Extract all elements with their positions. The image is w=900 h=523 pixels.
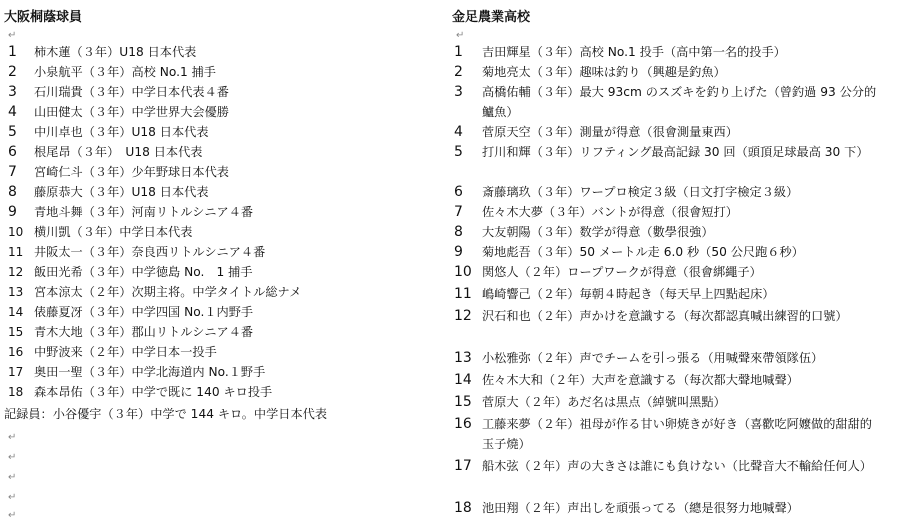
player-text: 俵藤夏冴（３年）中学四国 No.１内野手 (34, 305, 254, 319)
right-player-row (454, 62, 884, 82)
player-number: 16 (454, 416, 472, 432)
left-player-row (8, 142, 202, 162)
player-text: 吉田輝星（３年）高校 No.1 投手（高中第一名的投手） (482, 45, 786, 59)
right-player-row (454, 222, 884, 242)
player-text: 大友朝陽（３年）数学が得意（數學很強） (482, 225, 714, 239)
left-player-row (8, 382, 272, 402)
player-text: 嶋崎響己（２年）毎朝４時起き（每天早上四點起床） (482, 287, 775, 301)
player-text: 森本昂佑（３年）中学で既に 140 キロ投手 (34, 385, 273, 399)
player-text: 飯田光希（３年）中学徳島 No. 1 捕手 (34, 265, 253, 279)
player-text: 青木大地（３年）郡山リトルシニア４番 (34, 325, 254, 339)
left-player-row (8, 162, 229, 182)
player-number: 3 (454, 84, 463, 100)
player-text: 小泉航平（３年）高校 No.1 捕手 (34, 65, 216, 79)
left-player-row (8, 302, 253, 322)
player-number: 11 (8, 245, 24, 259)
player-text: 横川凱（３年）中学日本代表 (34, 225, 193, 239)
right-player-row (454, 202, 884, 222)
right-player-row (454, 42, 884, 62)
player-text: 船木弦（２年）声の大きさは誰にも負けない（比聲音大不輸給任何人） (482, 459, 872, 473)
player-number: 18 (8, 385, 24, 399)
player-number: 10 (8, 225, 24, 239)
player-number: 9 (454, 244, 463, 260)
player-number: 15 (8, 325, 24, 339)
player-number: 6 (454, 184, 463, 200)
player-text: 沢石和也（２年）声かけを意識する（每次都認真喊出練習的口號） (482, 309, 848, 323)
player-number: 5 (454, 144, 463, 160)
player-text: 高橋佑輔（３年）最大 93cm のスズキを釣り上げた（曾釣過 93 公分的鱸魚） (482, 85, 877, 119)
left-player-row (8, 102, 229, 122)
player-number: 13 (454, 350, 472, 366)
player-text: 佐々木大和（２年）大声を意識する（每次都大聲地喊聲） (482, 373, 799, 387)
player-text: 佐々木大夢（３年）バントが得意（很會短打） (482, 205, 738, 219)
player-text: 奥田一聖（３年）中学北海道内 No.１野手 (34, 365, 266, 379)
right-player-row (454, 122, 884, 142)
player-number: 1 (454, 44, 463, 60)
left-player-row (8, 242, 265, 262)
player-number: 4 (8, 104, 17, 120)
left-player-row (8, 202, 253, 222)
player-text: 池田翔（２年）声出しを頑張ってる（總是很努力地喊聲） (482, 501, 799, 515)
player-text: 宮本涼太（２年）次期主将。中学タイトル総ナメ (34, 285, 302, 299)
player-text: 菊地亮太（３年）趣味は釣り（興趣是釣魚） (482, 65, 726, 79)
left-player-row (8, 342, 217, 362)
return-mark: ↵ (8, 432, 17, 443)
player-number: 16 (8, 345, 24, 359)
player-number: 7 (454, 204, 463, 220)
player-text: 青地斗舞（３年）河南リトルシニア４番 (34, 205, 254, 219)
recorder-line: 記録員：小谷優宇（３年）中学で 144 キロ。中学日本代表 (4, 407, 328, 421)
player-number: 9 (8, 204, 17, 220)
player-number: 12 (454, 308, 472, 324)
left-player-row (8, 282, 301, 302)
right-player-row (454, 370, 884, 390)
player-text: 小松雅弥（２年）声でチームを引っ張る（用喊聲來帶領隊伍） (482, 351, 824, 365)
return-mark: ↵ (8, 472, 17, 483)
player-text: 斎藤璃玖（３年）ワープロ検定３級（日文打字檢定３級） (482, 185, 799, 199)
player-number: 13 (8, 285, 24, 299)
right-player-row (454, 498, 884, 518)
right-player-row (454, 414, 884, 454)
player-number: 10 (454, 264, 472, 280)
left-team-title: 大阪桐蔭球員 (4, 10, 83, 25)
player-text: 菅原天空（３年）測量が得意（很會測量東西） (482, 125, 738, 139)
return-mark: ↵ (8, 510, 17, 521)
right-player-row (454, 284, 884, 304)
return-mark: ↵ (8, 30, 17, 41)
player-number: 5 (8, 124, 17, 140)
player-number: 14 (454, 372, 472, 388)
player-text: 石川瑞貴（３年）中学日本代表４番 (34, 85, 229, 99)
player-number: 3 (8, 84, 17, 100)
player-text: 工藤来夢（２年）祖母が作る甘い卵焼きが好き（喜歡吃阿嬤做的甜甜的玉子燒） (482, 417, 872, 451)
player-number: 7 (8, 164, 17, 180)
right-player-row (454, 182, 884, 202)
return-mark: ↵ (8, 492, 17, 503)
left-player-row (8, 62, 216, 82)
right-team-title: 金足農業高校 (452, 10, 531, 25)
player-number: 14 (8, 305, 24, 319)
player-number: 18 (454, 500, 472, 516)
player-text: 柿木蓮（３年）U18 日本代表 (34, 45, 197, 59)
left-player-row (8, 222, 192, 242)
player-text: 根尾昂（３年） U18 日本代表 (34, 145, 203, 159)
return-mark: ↵ (8, 452, 17, 463)
player-text: 中野波来（２年）中学日本一投手 (34, 345, 217, 359)
right-player-row (454, 142, 884, 162)
player-number: 2 (454, 64, 463, 80)
player-number: 17 (8, 365, 24, 379)
player-text: 藤原恭大（３年）U18 日本代表 (34, 185, 209, 199)
player-number: 4 (454, 124, 463, 140)
player-number: 17 (454, 458, 472, 474)
player-text: 山田健太（３年）中学世界大会優勝 (34, 105, 229, 119)
player-text: 菊地彪吾（３年）50 メートル走 6.0 秒（50 公尺跑６秒） (482, 245, 804, 259)
left-player-row (8, 182, 209, 202)
player-text: 中川卓也（３年）U18 日本代表 (34, 125, 209, 139)
player-number: 8 (454, 224, 463, 240)
right-player-row (454, 392, 884, 412)
player-number: 11 (454, 286, 472, 302)
player-number: 8 (8, 184, 17, 200)
player-text: 井阪太一（３年）奈良西リトルシニア４番 (34, 245, 266, 259)
return-mark: ↵ (456, 30, 465, 41)
right-player-row (454, 242, 884, 262)
player-number: 2 (8, 64, 17, 80)
right-player-row (454, 82, 884, 122)
right-player-row (454, 306, 884, 326)
player-text: 関悠人（２年）ロープワークが得意（很會綁繩子） (482, 265, 762, 279)
left-player-row (8, 322, 253, 342)
right-player-row (454, 456, 884, 476)
player-text: 打川和輝（３年）リフティング最高記録 30 回（頭頂足球最高 30 下） (482, 145, 869, 159)
right-player-row (454, 348, 884, 368)
right-player-row (454, 262, 884, 282)
player-number: 15 (454, 394, 472, 410)
left-player-row (8, 82, 229, 102)
left-player-row (8, 362, 265, 382)
player-text: 菅原大（２年）あだ名は黒点（綽號叫黑點） (482, 395, 726, 409)
left-player-row (8, 262, 253, 282)
player-number: 1 (8, 44, 17, 60)
left-player-row (8, 42, 196, 62)
left-player-row (8, 122, 209, 142)
player-text: 宮崎仁斗（３年）少年野球日本代表 (34, 165, 229, 179)
player-number: 12 (8, 265, 24, 279)
player-number: 6 (8, 144, 17, 160)
